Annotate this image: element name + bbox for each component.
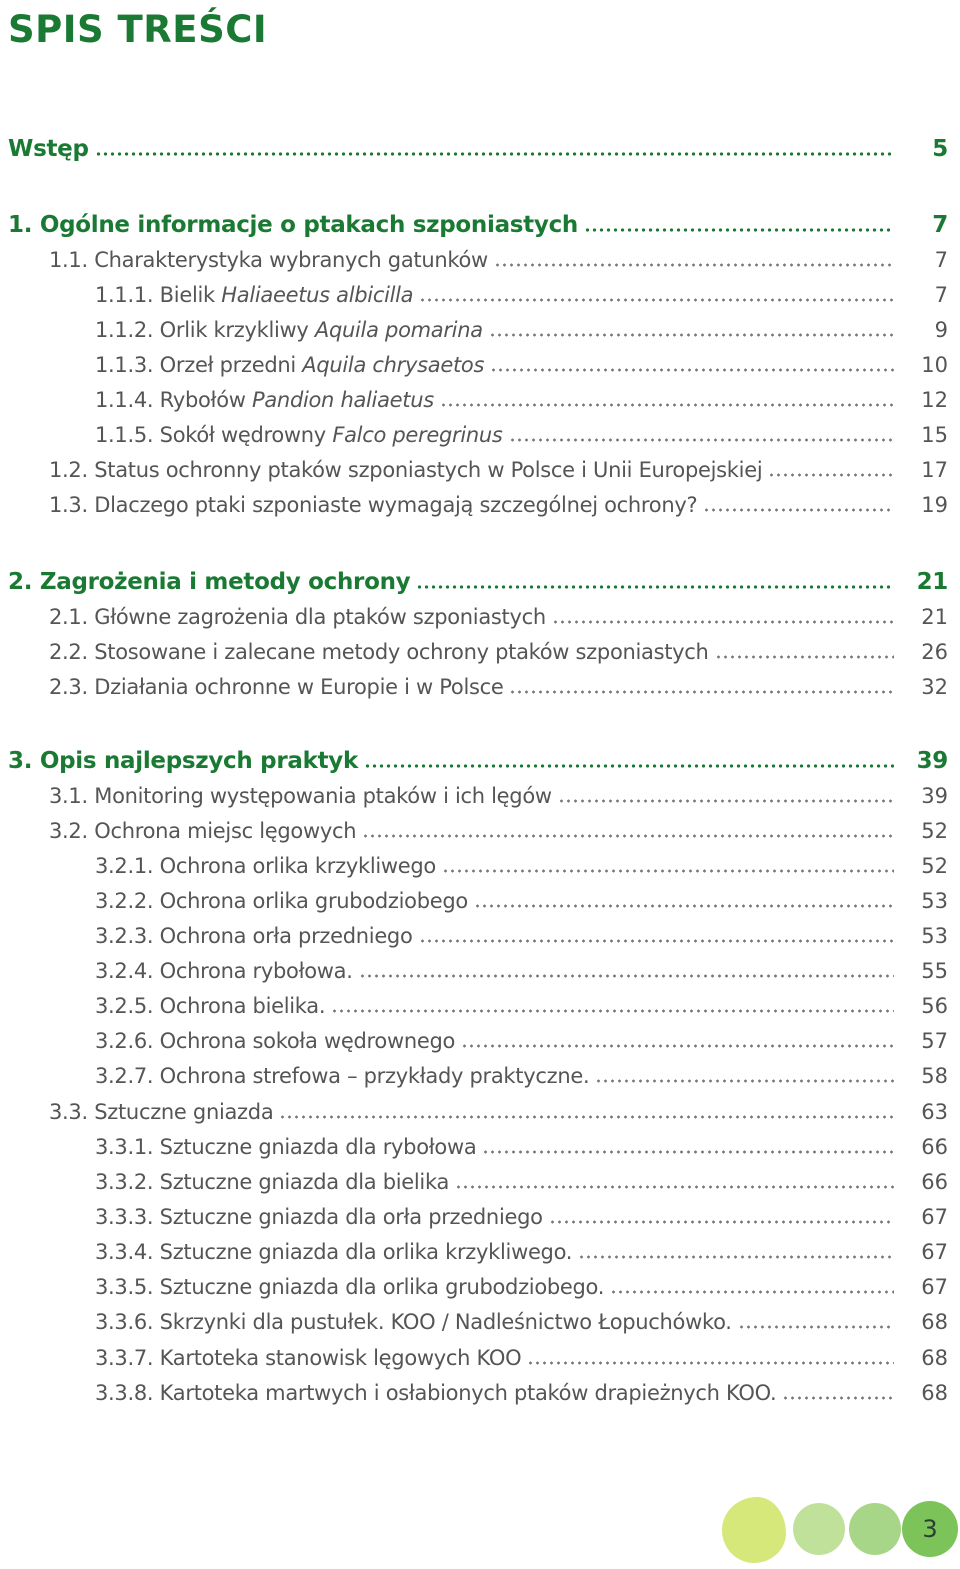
toc-page-number: 52 [921, 854, 948, 878]
toc-entry-3-2[interactable] [0, 814, 948, 849]
leader-dots [455, 1185, 894, 1189]
toc-page-number: 9 [934, 318, 948, 342]
toc-entry-title: 2.2. Stosowane i zalecane metody ochrony ptaków szponiastych [49, 640, 709, 664]
toc-entry-title: 3.3.1. Sztuczne gniazda dla rybołowa [95, 1135, 477, 1159]
toc-page-number: 57 [921, 1029, 948, 1053]
toc-entry-title: 3.3.7. Kartoteka stanowisk lęgowych KOO [95, 1346, 522, 1370]
leader-dots [558, 799, 894, 803]
toc-entry-1-1-1[interactable] [0, 278, 948, 313]
toc-entry-title: 3. Opis najlepszych praktyk [8, 748, 358, 774]
toc-entry-title: 1.1.2. Orlik krzykliwy Aquila pomarina [95, 318, 483, 342]
toc-entry-3-1[interactable] [0, 779, 948, 814]
toc-entry-2-2[interactable] [0, 635, 948, 670]
leader-dots [362, 834, 894, 838]
toc-page-number: 32 [921, 675, 948, 699]
toc-entry-3-3-1[interactable] [0, 1130, 948, 1165]
toc-entry-1-2[interactable] [0, 453, 948, 488]
toc-page-number: 56 [921, 994, 948, 1018]
toc-page-number: 21 [916, 569, 948, 595]
decorative-circle [793, 1503, 845, 1555]
toc-entry-title: 1. Ogólne informacje o ptakach szponiastych [8, 212, 578, 238]
toc-page-number: 68 [921, 1310, 948, 1334]
page-title: SPIS TREŚCI [8, 8, 268, 51]
toc-entry-title: 3.2.4. Ochrona rybołowa. [95, 959, 353, 983]
leader-dots [584, 228, 894, 232]
toc-entry-1-1-4[interactable] [0, 383, 948, 418]
toc-entry-3-3-4[interactable] [0, 1235, 948, 1270]
toc-entry-1-1[interactable] [0, 243, 948, 278]
decorative-blob [722, 1497, 786, 1563]
toc-entry-3-3-6[interactable] [0, 1305, 948, 1340]
leader-dots [474, 904, 894, 908]
toc-entry-title: 3.2.7. Ochrona strefowa – przykłady praktyczne. [95, 1064, 590, 1088]
leader-dots [461, 1044, 894, 1048]
toc-entry-3-2-6[interactable] [0, 1024, 948, 1059]
toc-page-number: 7 [934, 283, 948, 307]
toc-page-number: 68 [921, 1346, 948, 1370]
toc-page-number: 12 [921, 388, 948, 412]
leader-dots [715, 655, 894, 659]
leader-dots [782, 1396, 894, 1400]
toc-entry-title: 3.2.1. Ochrona orlika krzykliwego [95, 854, 436, 878]
toc-entry-title: 3.3.8. Kartoteka martwych i osłabionych ptaków drapieżnych KOO. [95, 1381, 777, 1405]
toc-entry-3-3-5[interactable] [0, 1270, 948, 1305]
leader-dots [549, 1220, 894, 1224]
toc-entry-1-3[interactable] [0, 488, 948, 523]
toc-entry-title: 3.2.5. Ochrona bielika. [95, 994, 326, 1018]
latin-name: Falco peregrinus [332, 423, 503, 447]
toc-page-number: 55 [921, 959, 948, 983]
toc-entry-title: 1.1. Charakterystyka wybranych gatunków [49, 248, 488, 272]
toc-entry-title: 1.1.4. Rybołów Pandion haliaetus [95, 388, 434, 412]
toc-entry-1-1-3[interactable] [0, 348, 948, 383]
toc-entry-intro[interactable] [0, 132, 948, 167]
toc-entry-3-2-2[interactable] [0, 884, 948, 919]
leader-dots [738, 1325, 894, 1329]
toc-page-number: 66 [921, 1170, 948, 1194]
toc-entry-title: 3.3.2. Sztuczne gniazda dla bielika [95, 1170, 450, 1194]
leader-dots [703, 508, 894, 512]
toc-page-number: 10 [921, 353, 948, 377]
toc-page-number: 7 [932, 212, 948, 238]
toc-entry-3-3-8[interactable] [0, 1376, 948, 1411]
leader-dots [768, 473, 894, 477]
toc-page-number: 67 [921, 1240, 948, 1264]
latin-name: Haliaeetus albicilla [221, 283, 414, 307]
decorative-circle [849, 1503, 901, 1555]
leader-dots [442, 869, 894, 873]
leader-dots [364, 764, 894, 768]
toc-page-number: 63 [921, 1100, 948, 1124]
toc-entry-3-3[interactable] [0, 1095, 948, 1130]
toc-page-number: 7 [934, 248, 948, 272]
toc-page-number: 68 [921, 1381, 948, 1405]
toc-entry-title: 2.3. Działania ochronne w Europie i w Polsce [49, 675, 504, 699]
leader-dots [419, 939, 894, 943]
toc-page-number: 52 [921, 819, 948, 843]
toc-entry-3-2-4[interactable] [0, 954, 948, 989]
toc-entry-3-2-7[interactable] [0, 1059, 948, 1094]
toc-entry-title: 1.1.5. Sokół wędrowny Falco peregrinus [95, 423, 503, 447]
toc-entry-3-2-5[interactable] [0, 989, 948, 1024]
toc-entry-title: 3.2. Ochrona miejsc lęgowych [49, 819, 357, 843]
latin-name: Aquila chrysaetos [302, 353, 485, 377]
leader-dots [494, 263, 894, 267]
leader-dots [419, 298, 894, 302]
toc-entry-title: 3.1. Monitoring występowania ptaków i ich lęgów [49, 784, 552, 808]
toc-entry-3-2-1[interactable] [0, 849, 948, 884]
toc-entry-3-3-2[interactable] [0, 1165, 948, 1200]
leader-dots [331, 1009, 894, 1013]
toc-entry-1-1-2[interactable] [0, 313, 948, 348]
toc-page-number: 66 [921, 1135, 948, 1159]
page-number: 3 [922, 1515, 938, 1543]
toc-entry-3-3-7[interactable] [0, 1341, 948, 1376]
latin-name: Aquila pomarina [314, 318, 483, 342]
toc-entry-title: 2. Zagrożenia i metody ochrony [8, 569, 411, 595]
toc-entry-1-1-5[interactable] [0, 418, 948, 453]
toc-entry-title: 3.2.2. Ochrona orlika grubodziobego [95, 889, 468, 913]
toc-entry-title: 3.3. Sztuczne gniazda [49, 1100, 274, 1124]
toc-page-number: 53 [921, 889, 948, 913]
toc-entry-title: 3.3.3. Sztuczne gniazda dla orła przedniego [95, 1205, 543, 1229]
leader-dots [509, 438, 894, 442]
toc-page-number: 19 [921, 493, 948, 517]
leader-dots [440, 403, 894, 407]
toc-page-number: 67 [921, 1205, 948, 1229]
leader-dots [527, 1361, 894, 1365]
toc-page-number: 15 [921, 423, 948, 447]
toc-entry-title: 2.1. Główne zagrożenia dla ptaków szponiastych [49, 605, 546, 629]
leader-dots [595, 1079, 894, 1083]
toc-entry-title: 1.3. Dlaczego ptaki szponiaste wymagają szczególnej ochrony? [49, 493, 698, 517]
toc-entry-chapter-3[interactable] [0, 744, 948, 779]
toc-entry-title: 3.3.5. Sztuczne gniazda dla orlika grubodziobego. [95, 1275, 605, 1299]
toc-entry-title: 3.2.6. Ochrona sokoła wędrownego [95, 1029, 456, 1053]
toc-entry-3-3-3[interactable] [0, 1200, 948, 1235]
toc-entry-chapter-1[interactable] [0, 208, 948, 243]
leader-dots [610, 1290, 894, 1294]
leader-dots [416, 585, 894, 589]
toc-page-number: 53 [921, 924, 948, 948]
toc-entry-title: 1.1.3. Orzeł przedni Aquila chrysaetos [95, 353, 485, 377]
toc-page-number: 39 [916, 748, 948, 774]
leader-dots [509, 690, 894, 694]
toc-entry-3-2-3[interactable] [0, 919, 948, 954]
leader-dots [359, 974, 894, 978]
toc-entry-chapter-2[interactable] [0, 565, 948, 600]
toc-entry-title: Wstęp [8, 136, 89, 162]
leader-dots [552, 620, 894, 624]
toc-entry-title: 1.1.1. Bielik Haliaeetus albicilla [95, 283, 414, 307]
toc-page-number: 21 [921, 605, 948, 629]
leader-dots [95, 152, 894, 156]
toc-entry-2-1[interactable] [0, 600, 948, 635]
toc-page-number: 67 [921, 1275, 948, 1299]
toc-page-number: 39 [921, 784, 948, 808]
toc-entry-title: 3.3.6. Skrzynki dla pustułek. KOO / Nadleśnictwo Łopuchówko. [95, 1310, 732, 1334]
toc-page-number: 26 [921, 640, 948, 664]
leader-dots [482, 1150, 894, 1154]
toc-entry-2-3[interactable] [0, 670, 948, 705]
leader-dots [489, 333, 894, 337]
toc-entry-title: 3.2.3. Ochrona orła przedniego [95, 924, 413, 948]
leader-dots [490, 368, 894, 372]
toc-page-number: 58 [921, 1064, 948, 1088]
toc-page-number: 5 [932, 136, 948, 162]
toc-entry-title: 3.3.4. Sztuczne gniazda dla orlika krzykliwego. [95, 1240, 573, 1264]
leader-dots [578, 1255, 894, 1259]
latin-name: Pandion haliaetus [252, 388, 434, 412]
leader-dots [279, 1115, 894, 1119]
toc-entry-title: 1.2. Status ochronny ptaków szponiastych w Polsce i Unii Europejskiej [49, 458, 763, 482]
toc-page-number: 17 [921, 458, 948, 482]
